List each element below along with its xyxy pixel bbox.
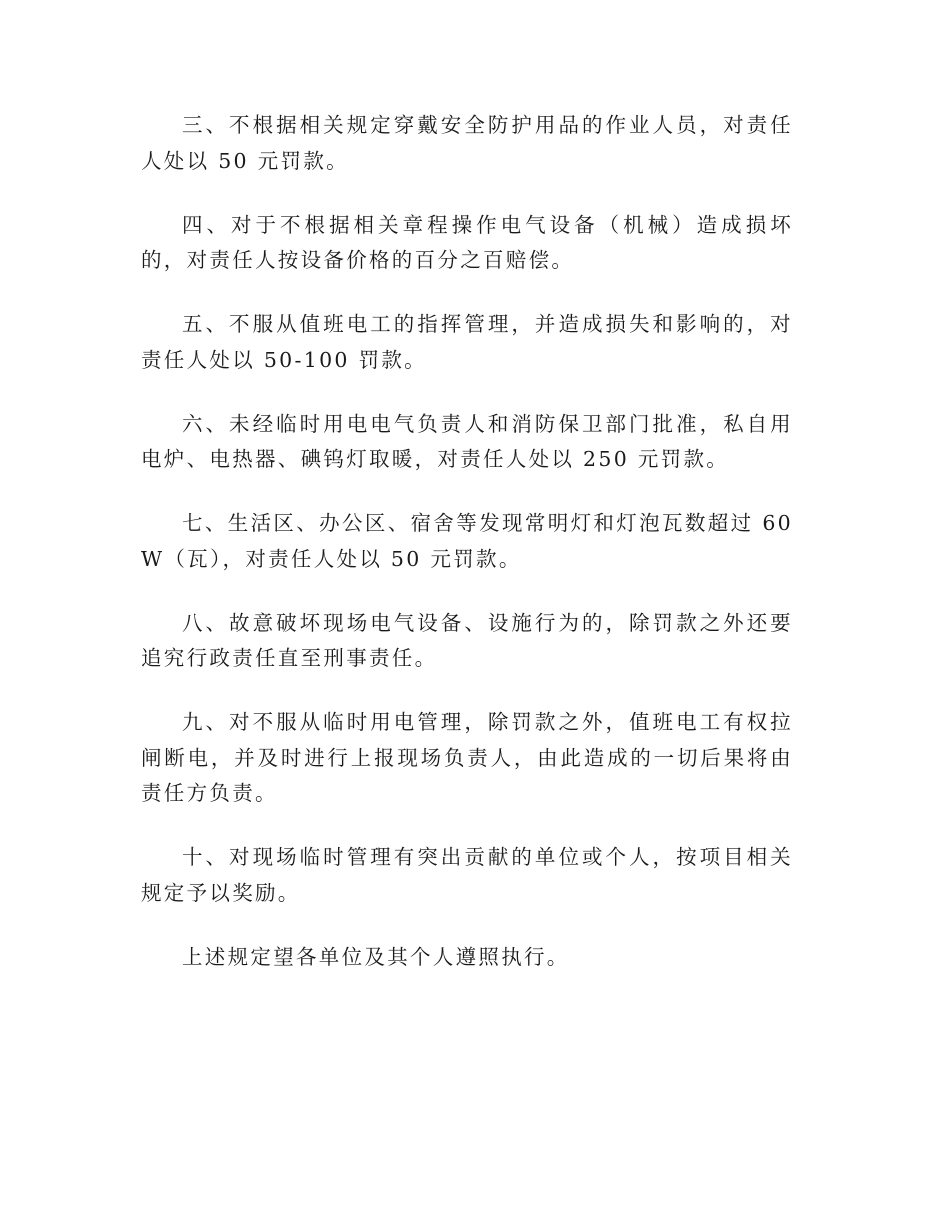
paragraph-rule-3: 三、不根据相关规定穿戴安全防护用品的作业人员，对责任人处以 50 元罚款。 (141, 113, 793, 173)
paragraph-rule-10: 十、对现场临时管理有突出贡献的单位或个人，按项目相关规定予以奖励。 (141, 845, 793, 905)
document-body (141, 108, 793, 1004)
paragraph-rule-7: 七、生活区、办公区、宿舍等发现常明灯和灯泡瓦数超过 60W（瓦），对责任人处以 50 元罚款。 (141, 511, 793, 571)
paragraph-rule-5: 五、不服从值班电工的指挥管理，并造成损失和影响的，对责任人处以 50-100 罚款。 (141, 312, 793, 372)
paragraph-rule-4: 四、对于不根据相关章程操作电气设备（机械）造成损坏的，对责任人按设备价格的百分之百赔偿。 (141, 212, 793, 272)
paragraph-rule-8: 八、故意破坏现场电气设备、设施行为的，除罚款之外还要追究行政责任直至刑事责任。 (141, 610, 793, 670)
paragraph-closing: 上述规定望各单位及其个人遵照执行。 (182, 944, 570, 969)
paragraph-rule-6: 六、未经临时用电电气负责人和消防保卫部门批准，私自用电炉、电热器、碘钨灯取暖，对责任人处以 250 元罚款。 (141, 411, 793, 471)
paragraph-rule-9: 九、对不服从临时用电管理，除罚款之外，值班电工有权拉闸断电，并及时进行上报现场负责人，由此造成的一切后果将由责任方负责。 (141, 710, 793, 805)
